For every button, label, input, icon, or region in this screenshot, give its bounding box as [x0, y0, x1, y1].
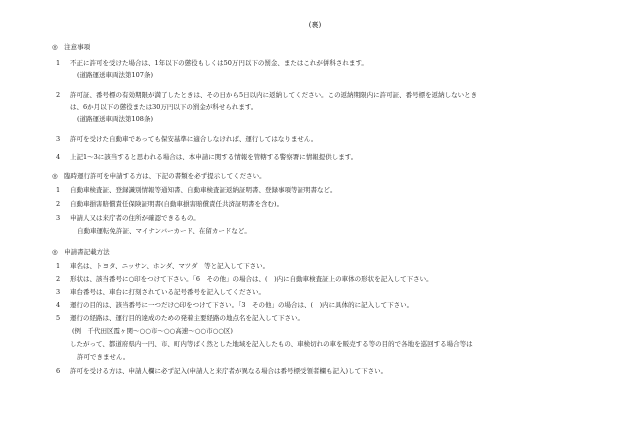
item-text: 形状は、該当番号に○印をつけて下さい。「6 その他」の場合は、( )内に自動車検査証上の車体の形状を記入して下さい。 [70, 275, 433, 283]
item-text: 自動車損害賠償責任保険証明書(自動車損害賠償責任共済証明書を含む)。 [70, 200, 284, 208]
item-number: 2 [56, 275, 61, 283]
item-text: したがって、都道府県内一円、市、町内等ばく然とした地域を記入したもの、車検切れの車を販売する等の目的で各地を巡回する場合等は [70, 340, 473, 348]
item-text: 許可できません。 [77, 353, 130, 361]
item-text: (道路運送車両法第108条) [77, 115, 153, 123]
item-number: 2 [56, 91, 61, 99]
item-text: 運行の経路は、運行目的達成のための発着主要経路の地点名を記入して下さい。 [70, 314, 304, 322]
item-text: (道路運送車両法第107条) [77, 71, 153, 79]
item-number: 1 [56, 186, 61, 194]
item-number: 4 [56, 153, 61, 161]
item-number: 5 [56, 314, 61, 322]
section-title-notes: ◎ 注意事項 [52, 43, 91, 51]
item-text: は、6か月以下の懲役または30万円以下の罰金が科せられます。 [70, 103, 258, 111]
section-title-required-documents: ◎ 臨時運行許可を申請する方は、下記の書類を必ず提示してください。 [52, 172, 266, 180]
item-text: 許可を受けた自動車であっても保安基準に適合しなければ、運行してはなりません。 [70, 135, 318, 143]
item-number: 2 [56, 200, 61, 208]
item-text: 申請人又は来庁者の住所が確認できるもの。 [70, 214, 200, 222]
item-text: 不正に許可を受けた場合は、1年以下の懲役もしくは50万円以下の罰金、またはこれが併科されます。 [70, 59, 368, 67]
page-header: (裏) [308, 21, 322, 29]
item-number: 1 [56, 59, 61, 67]
item-text: 車台番号は、車台に打刻されている記号番号を記入してください。 [70, 288, 265, 296]
item-text: 車名は、トヨタ、ニッサン、ホンダ、マツダ 等と記入して下さい。 [70, 262, 270, 270]
item-number: 3 [56, 135, 61, 143]
item-text: 自動車検査証、登録識別情報等通知書、自動車検査証返納証明書、登録事項等証明書など。 [70, 186, 337, 194]
item-number: 1 [56, 262, 61, 270]
item-text: 上記1〜3に該当すると思われる場合は、本申請に関する情報を管轄する警察署に情報提供します。 [70, 153, 358, 161]
item-number: 6 [56, 367, 61, 375]
item-number: 4 [56, 301, 61, 309]
item-number: 3 [56, 214, 61, 222]
section-title-how-to-fill: ◎ 申請書記載方法 [52, 248, 110, 256]
item-text: 運行の目的は、該当番号に一つだけ○印をつけて下さい。「3 その他」の場合は、( )内に具体的に記入して下さい。 [70, 301, 414, 309]
item-number: 3 [56, 288, 61, 296]
item-text: 許可を受ける方は、申請人欄に必ず記入(申請人と来庁者が異なる場合は番号標受領者欄も記入)して下さい。 [70, 367, 388, 375]
item-text: 自動車運転免許証、マイナンバーカード、在留カードなど。 [77, 227, 251, 235]
item-text: (例 千代田区霞ヶ関〜○○市〜○○高速〜○○市○○区) [72, 327, 233, 335]
item-text: 許可証、番号標の有効期限が満了したときは、その日から5日以内に返納してください。この返納期限内に許可証、番号標を返納しないとき [70, 91, 478, 99]
